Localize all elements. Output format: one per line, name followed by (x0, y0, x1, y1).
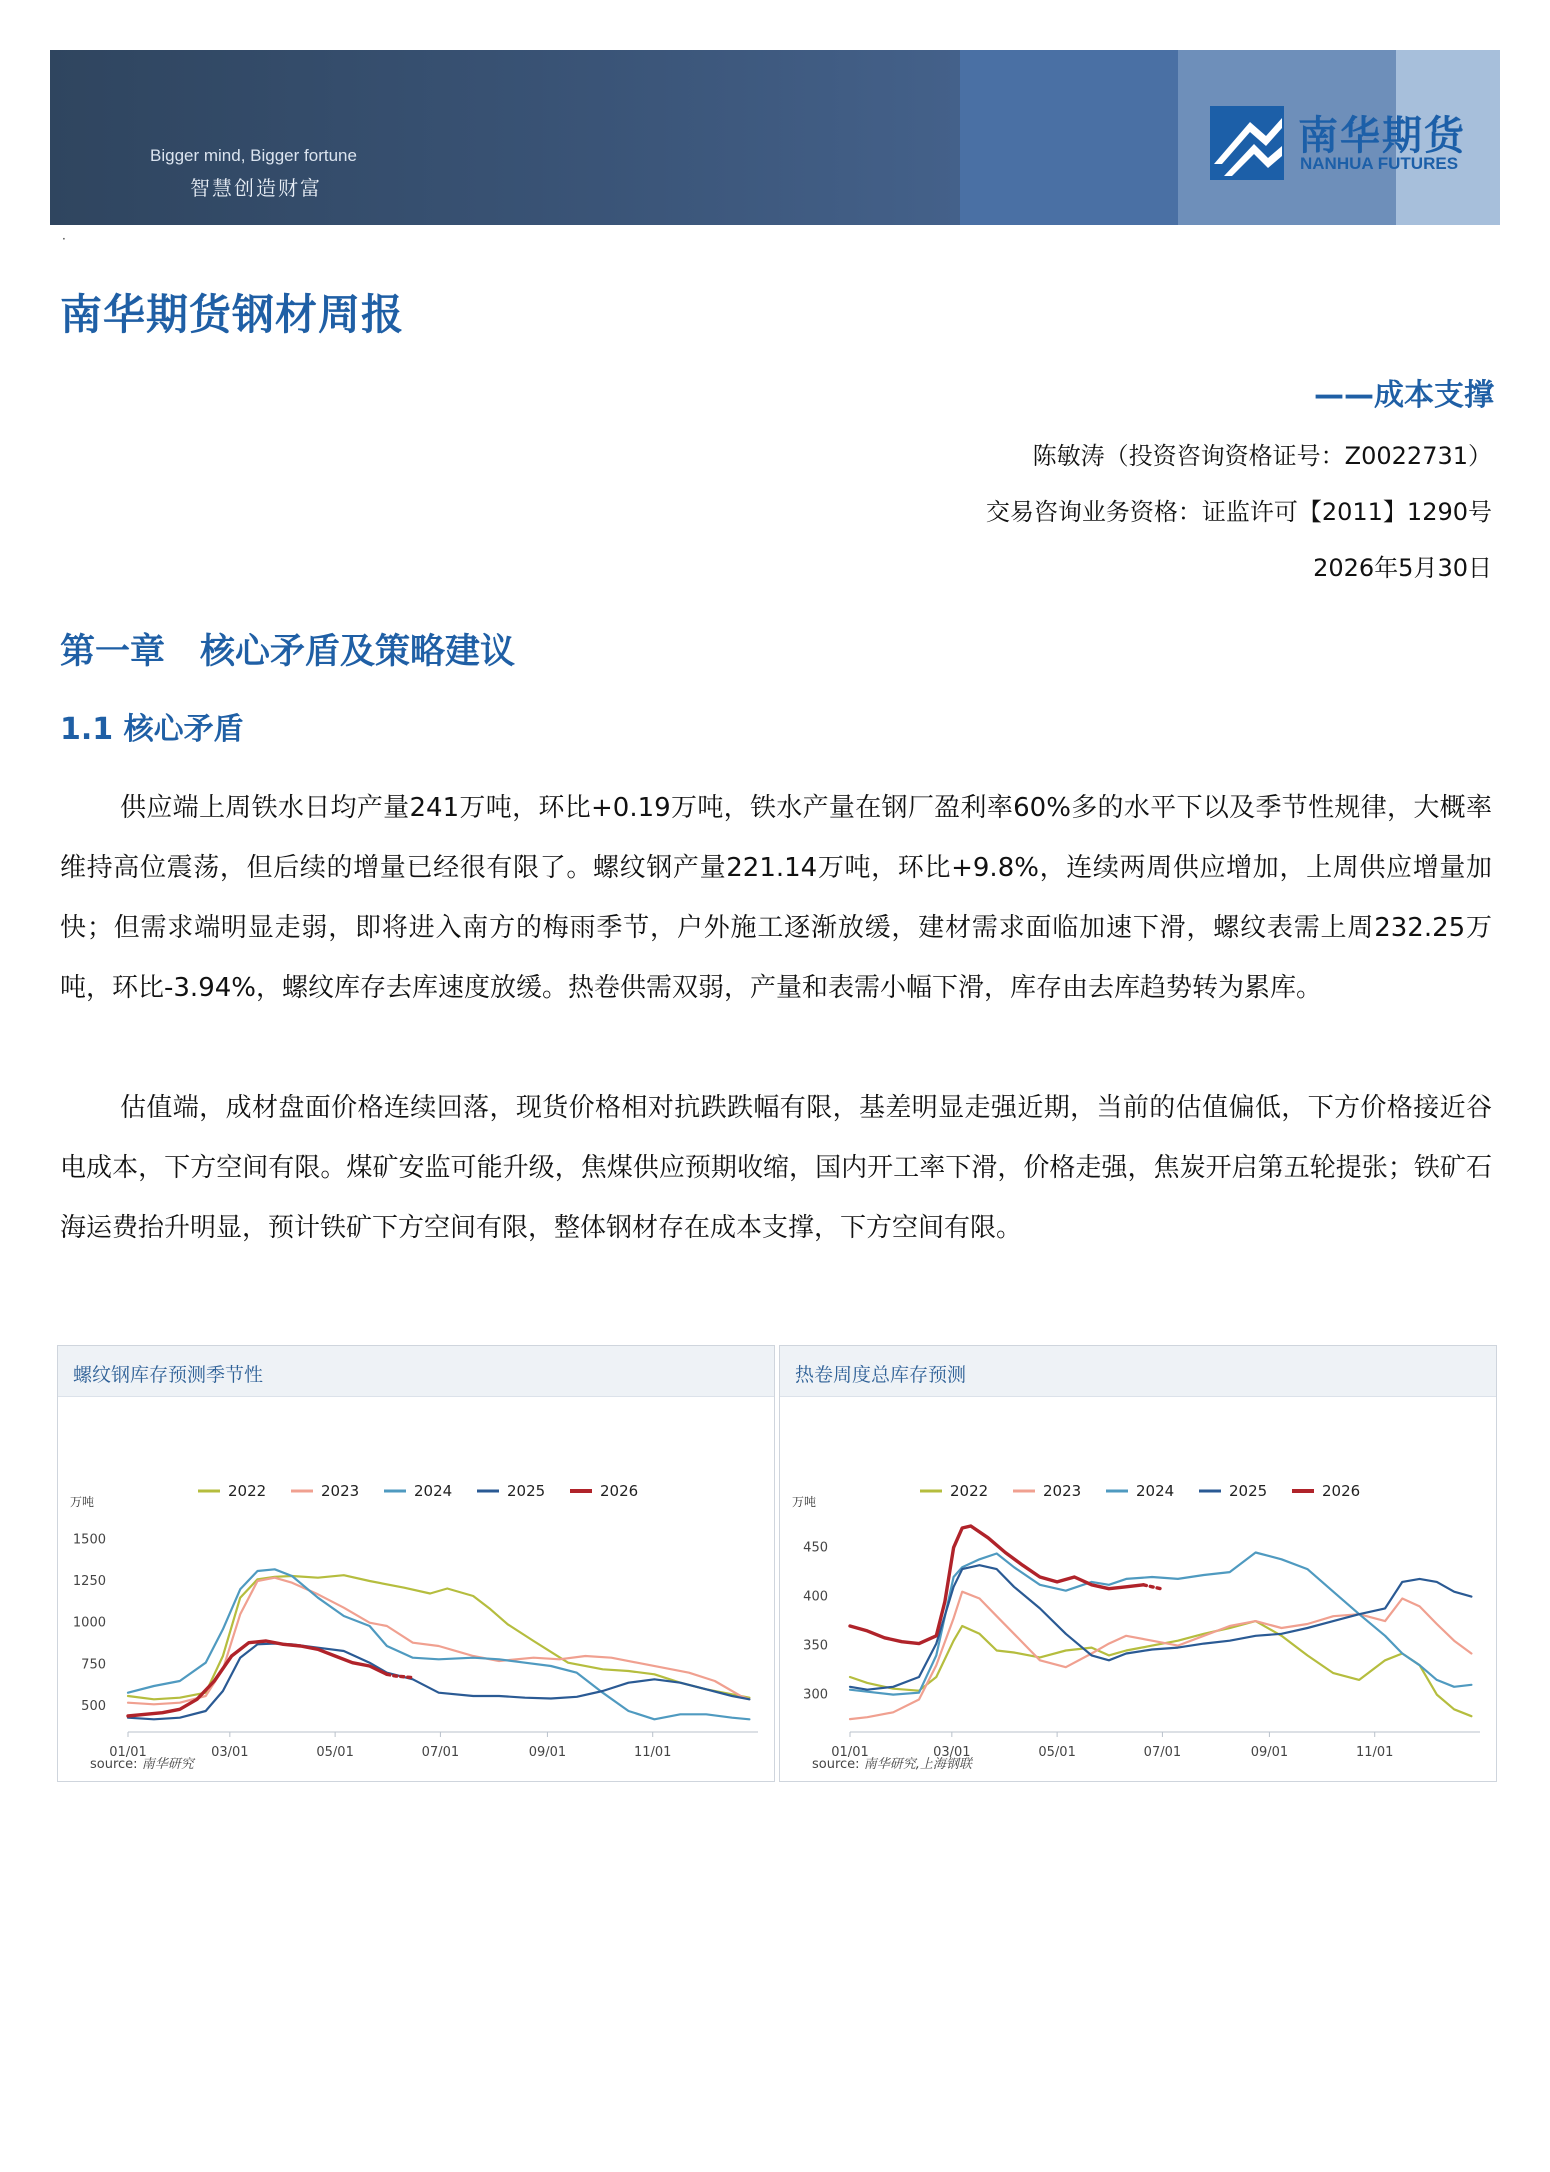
y-tick-label: 350 (803, 1638, 828, 1654)
legend-label: 2024 (414, 1482, 453, 1500)
legend-label: 2025 (507, 1482, 546, 1500)
banner-block-dark (50, 50, 960, 225)
source-label: source: (812, 1757, 864, 1772)
section-heading: 1.1 核心矛盾 (60, 712, 244, 747)
header-banner (50, 50, 1500, 225)
source-value: 南华研究,上海钢联 (863, 1757, 972, 1772)
paragraph-supply-demand: 供应端上周铁水日均产量241万吨，环比+0.19万吨，铁水产量在钢厂盈利率60%多的水平下以及季节性规律，大概率维持高位震荡，但后续的增量已经很有限了。螺纹钢产量221.14万吨，环比+9.8%，连续两周供应增加，上周供应增量加快；但需求端明显走弱，即将进入南方的梅雨季节，户外施工逐渐放缓，建材需求面临加速下滑，螺纹表需上周232.25万吨，环比-3.94%，螺纹库存去库速度放缓。热卷供需双弱，产量和表需小幅下滑，库存由去库趋势转为累库。 (60, 793, 1492, 1003)
paragraph-valuation: 估值端，成材盘面价格连续回落，现货价格相对抗跌跌幅有限，基差明显走强近期，当前的估值偏低，下方价格接近谷电成本，下方空间有限。煤矿安监可能升级，焦煤供应预期收缩，国内开工率下滑，价格走强，焦炭开启第五轮提张；铁矿石海运费抬升明显，预计铁矿下方空间有限，整体钢材存在成本支撑，下方空间有限。 (60, 1093, 1492, 1243)
series-line-forecast-2026 (387, 1674, 413, 1677)
chart-header (780, 1346, 1496, 1397)
legend-label: 2022 (228, 1482, 267, 1500)
x-tick-label: 01/01 (109, 1745, 147, 1760)
x-tick-label: 03/01 (211, 1745, 249, 1760)
x-tick-label: 03/01 (933, 1745, 971, 1760)
x-tick-label: 07/01 (1143, 1745, 1182, 1760)
company-logo (1210, 102, 1494, 182)
x-tick-label: 09/01 (528, 1745, 567, 1760)
y-tick-label: 1500 (72, 1532, 106, 1548)
logo-chinese-name: 南华期货 (1298, 113, 1466, 159)
y-axis-label: 万吨 (792, 1495, 817, 1509)
license-line: 交易咨询业务资格：证监许可【2011】1290号 (985, 498, 1492, 526)
chapter-heading: 第一章 核心矛盾及策略建议 (60, 632, 516, 672)
series-line-2022 (850, 1621, 1471, 1716)
source-value: 南华研究 (141, 1757, 194, 1772)
x-tick-label: 07/01 (421, 1745, 460, 1760)
legend-label: 2025 (1229, 1482, 1268, 1500)
author-line: 陈敏涛（投资咨询资格证号：Z0022731） (1032, 442, 1492, 470)
x-tick-label: 11/01 (1355, 1745, 1394, 1760)
report-date: 2026年5月30日 (1313, 554, 1492, 582)
y-tick-label: 750 (81, 1657, 106, 1673)
series-line-2022 (128, 1575, 749, 1699)
series-line-2026 (850, 1526, 1143, 1644)
report-subtitle: ——成本支撑 (1314, 378, 1494, 413)
legend-label: 2024 (1136, 1482, 1175, 1500)
source-note (812, 1756, 974, 1772)
y-tick-label: 300 (803, 1687, 828, 1703)
chart-panel-hrc (779, 1345, 1497, 1782)
x-tick-label: 05/01 (316, 1745, 354, 1760)
source-note (90, 1756, 196, 1772)
chart-panel-rebar (57, 1345, 775, 1782)
y-tick-label: 1250 (72, 1574, 106, 1589)
y-tick-label: 400 (803, 1589, 828, 1605)
report-title: 南华期货钢材周报 (60, 290, 405, 339)
series-line-2025 (128, 1644, 749, 1720)
chart-title: 螺纹钢库存预测季节性 (73, 1364, 264, 1386)
slogan-chinese: 智慧创造财富 (190, 176, 322, 200)
page-dot: · (62, 232, 66, 246)
x-tick-label: 05/01 (1038, 1745, 1076, 1760)
legend-label: 2023 (1043, 1482, 1082, 1500)
rebar-inventory-chart (58, 1396, 774, 1781)
banner-block-mid (960, 50, 1178, 225)
legend-label: 2026 (1322, 1482, 1361, 1500)
source-label: source: (90, 1757, 142, 1772)
y-axis-label: 万吨 (70, 1495, 95, 1509)
x-tick-label: 09/01 (1250, 1745, 1289, 1760)
y-tick-label: 1000 (72, 1615, 106, 1631)
x-tick-label: 01/01 (831, 1745, 869, 1760)
series-line-forecast-2026 (1143, 1585, 1160, 1589)
y-tick-label: 450 (803, 1540, 828, 1556)
series-line-2023 (128, 1578, 749, 1705)
nanhua-logo-icon (1210, 106, 1284, 180)
legend-label: 2023 (321, 1482, 360, 1500)
chart-header (58, 1346, 774, 1397)
slogan-english: Bigger mind, Bigger fortune (150, 146, 357, 165)
hrc-inventory-chart (780, 1396, 1496, 1781)
legend-label: 2022 (950, 1482, 989, 1500)
x-tick-label: 11/01 (633, 1745, 672, 1760)
y-tick-label: 500 (81, 1699, 106, 1714)
legend-label: 2026 (600, 1482, 639, 1500)
logo-english-name: NANHUA FUTURES (1300, 154, 1459, 173)
chart-title: 热卷周度总库存预测 (795, 1364, 967, 1386)
